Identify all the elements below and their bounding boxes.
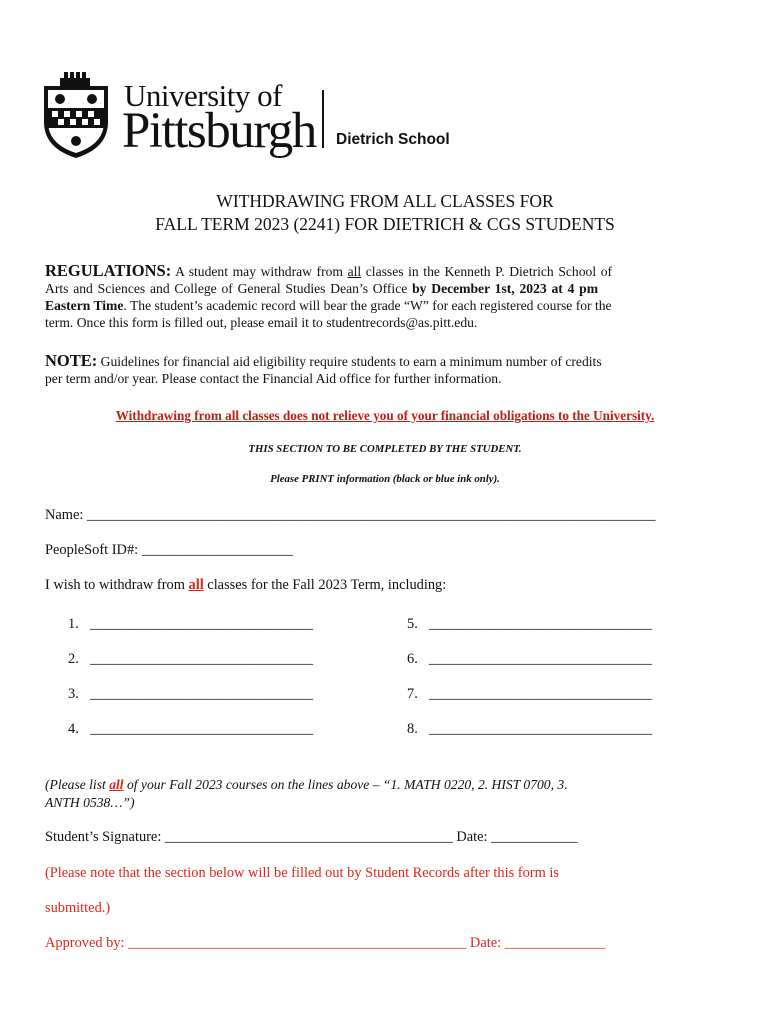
regulations-text: A student may withdraw from [171,264,348,279]
signature-input-line[interactable]: ________________________________________ [164,829,453,845]
regulations-all-emphasis: all [347,264,362,279]
logo-university-text: University of [124,78,282,113]
university-shield-logo [40,70,112,160]
peoplesoft-id-field[interactable] [45,543,293,557]
course-list-instructions-line-1 [45,776,568,794]
course-line-4[interactable] [68,722,313,736]
approved-by-input-line[interactable]: _______________________________________________ [128,935,467,951]
course-number: 1. [68,616,79,632]
signature-date-input-line[interactable]: ____________ [491,829,578,845]
withdraw-text: I wish to withdraw from [45,577,189,593]
course-list-instructions-line-2: ANTH 0538…”) [45,795,135,810]
form-title-line-2: FALL TERM 2023 (2241) FOR DIETRICH & CGS STUDENTS [155,214,615,234]
deadline-timezone: Eastern Time [45,298,124,313]
course-input-line[interactable]: _______________________________ [90,721,314,737]
course-number: 2. [68,651,79,667]
regulations-text: Arts and Sciences and College of General Studies Dean’s Office [45,281,413,296]
signature-date-label: Date: [452,829,492,845]
regulations-line-1 [45,262,690,280]
course-number: 5. [407,616,418,632]
course-input-line[interactable]: _______________________________ [429,686,653,702]
logo-pittsburgh-text: Pittsburgh [122,103,316,159]
list-note-text: (Please list [45,777,110,792]
approved-by-field[interactable] [45,936,605,950]
name-input-line[interactable]: _______________________________________________________________________________ [86,507,656,523]
regulations-text: classes in the Kenneth P. Dietrich School of [361,264,613,279]
note-label: NOTE: [45,351,98,370]
name-field[interactable] [45,508,655,522]
course-input-line[interactable]: _______________________________ [90,651,314,667]
form-title-line-1: WITHDRAWING FROM ALL CLASSES FOR [216,191,554,211]
course-input-line[interactable]: _______________________________ [90,686,314,702]
regulations-text: . The student’s academic record will bear the grade “W” for each registered course for the [123,298,612,313]
withdraw-text: classes for the Fall 2023 Term, including: [203,577,447,593]
deadline-text: by December 1st, 2023 at 4 pm [412,281,599,296]
logo-divider [322,90,324,148]
course-number: 4. [68,721,79,737]
course-line-2[interactable] [68,652,313,666]
logo-school-text: Dietrich School [336,131,450,148]
note-line-1 [45,352,690,370]
print-instructions: Please PRINT information (black or blue ink only). [270,473,500,485]
note-text: Guidelines for financial aid eligibility require students to earn a minimum number of credits [97,354,602,369]
course-input-line[interactable]: _______________________________ [429,721,653,737]
records-note-line-2: submitted.) [45,900,111,916]
section-header: THIS SECTION TO BE COMPLETED BY THE STUDENT. [248,443,522,455]
name-label: Name: [45,507,87,523]
approved-date-label: Date: [466,935,505,951]
course-input-line[interactable]: _______________________________ [429,651,653,667]
withdraw-all-emphasis: all [188,577,204,593]
peoplesoft-id-input-line[interactable]: _____________________ [141,542,293,558]
course-number: 8. [407,721,418,737]
list-note-text: of your Fall 2023 courses on the lines above – “1. MATH 0220, 2. HIST 0700, 3. [123,777,568,792]
regulations-line-4: term. Once this form is filled out, please email it to studentrecords@as.pitt.edu. [45,315,478,330]
records-note-line-1: (Please note that the section below will be filled out by Student Records after this form is [45,865,559,881]
course-line-1[interactable] [68,617,313,631]
course-line-8[interactable] [407,722,652,736]
financial-warning-text: Withdrawing from all classes does not relieve you of your financial obligations to the University. [115,408,655,423]
course-line-5[interactable] [407,617,652,631]
regulations-line-2 [45,280,690,297]
course-number: 7. [407,686,418,702]
regulations-paragraph [45,262,690,331]
course-list-instructions [45,776,568,812]
note-line-2: per term and/or year. Please contact the Financial Aid office for further information. [45,371,502,386]
note-paragraph [45,352,690,387]
approved-date-input-line[interactable]: ______________ [504,935,606,951]
course-number: 3. [68,686,79,702]
withdraw-statement [45,578,446,592]
financial-warning [0,408,770,424]
regulations-label: REGULATIONS: [45,261,172,280]
course-number: 6. [407,651,418,667]
list-note-all-emphasis: all [109,777,124,792]
course-input-line[interactable]: _______________________________ [429,616,653,632]
peoplesoft-id-label: PeopleSoft ID#: [45,542,142,558]
approved-by-label: Approved by: [45,935,129,951]
course-line-6[interactable] [407,652,652,666]
course-input-line[interactable]: _______________________________ [90,616,314,632]
course-line-7[interactable] [407,687,652,701]
student-signature-field[interactable] [45,830,577,844]
course-line-3[interactable] [68,687,313,701]
signature-label: Student’s Signature: [45,829,165,845]
regulations-line-3 [45,297,690,314]
